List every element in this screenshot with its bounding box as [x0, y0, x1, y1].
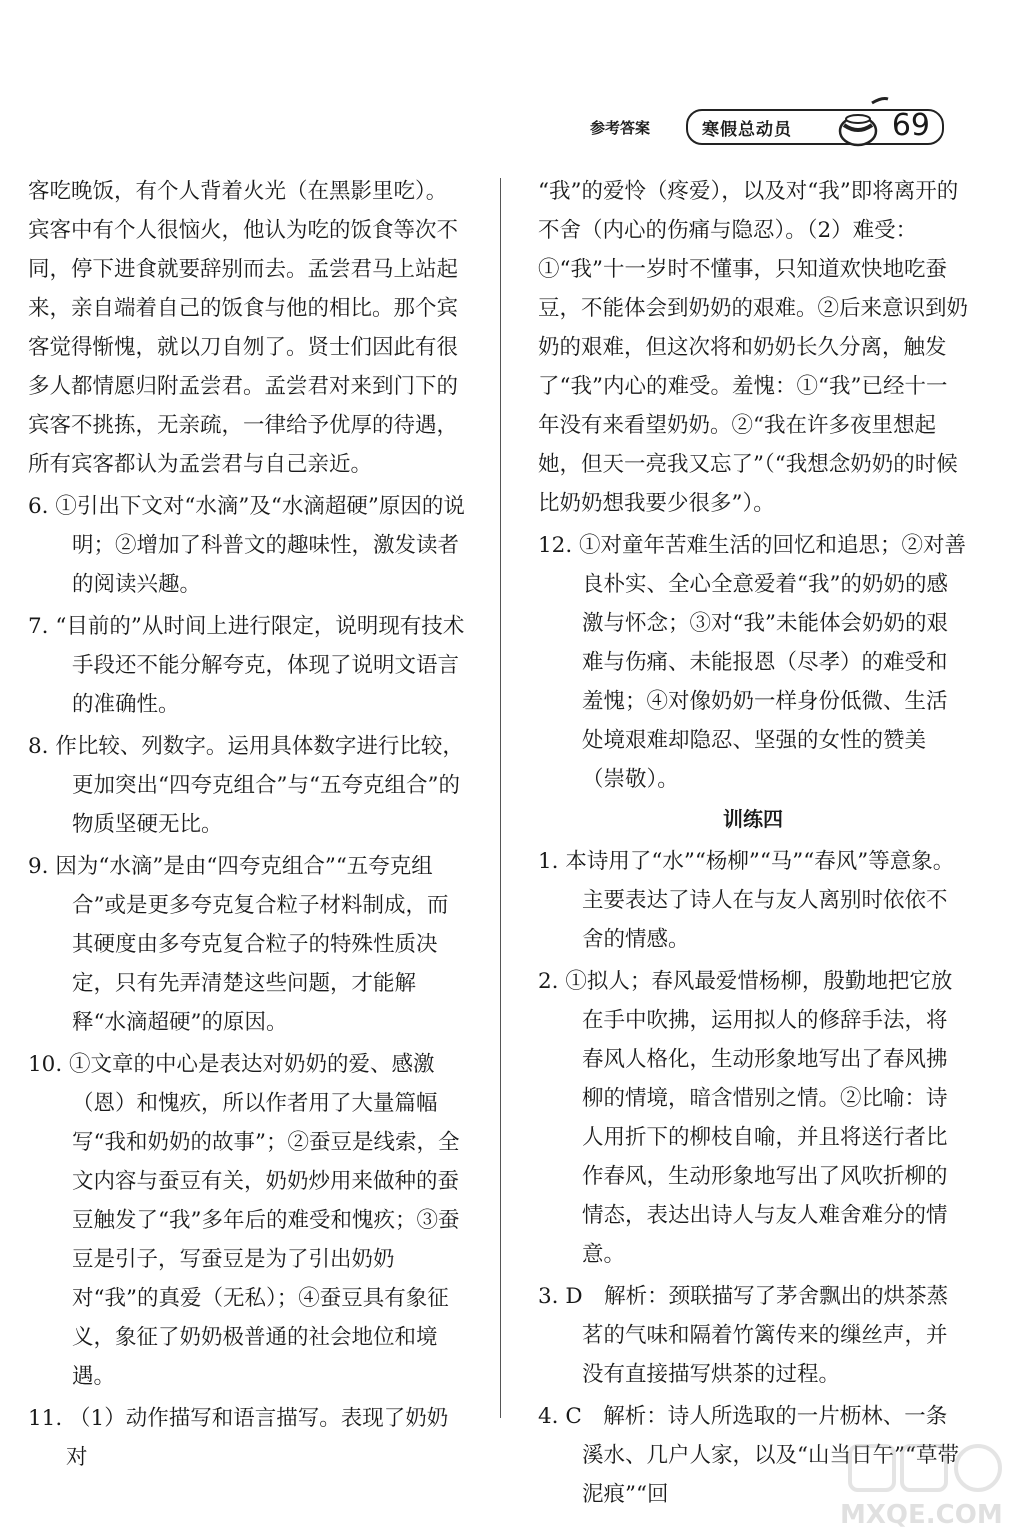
- answer-6: 6. ①引出下文对“水滴”及“水滴超硬”原因的说明；②增加了科普文的趣味性，激发读者的阅读兴趣。: [28, 494, 465, 597]
- poem-answer-2: 2. ①拟人；春风最爱惜杨柳，殷勤地把它放在手中吹拂，运用拟人的修辞手法，将春风人格化，生动形象地写出了春风拂柳的情境，暗含惜别之情。②比喻：诗人用折下的柳枝自喻，并且将送行者比作春风，生动形象地写出了风吹折柳的情态，表达出诗人与友人难舍难分的情意。: [538, 969, 953, 1267]
- answer-12: 12. ①对童年苦难生活的回忆和追思；②对善良朴实、全心全意爱着“我”的奶奶的感激与怀念；③对“我”未能体会奶奶的艰难与伤痛、未能报恩（尽孝）的难受和羞愧；④对像奶奶一样身份低微、生活处境艰难却隐忍、坚强的女性的赞美（崇敬）。: [538, 533, 967, 792]
- poem-answer-3: 3. D 解析：颈联描写了茅舍飘出的烘茶蒸茗的气味和隔着竹篱传来的缫丝声，并没有直接描写烘茶的过程。: [538, 1284, 949, 1387]
- left-column: [28, 172, 468, 1477]
- reference-answer-label: 参考答案: [590, 119, 651, 137]
- answer-9: 9. 因为“水滴”是由“四夸克组合”“五夸克组合”或是更多夸克复合粒子材料制成，而其硬度由多夸克复合粒子的特殊性质决定，只有先弄清楚这些问题，才能解释“水滴超硬”的原因。: [28, 854, 449, 1035]
- poem-answer-4: 4. C 解析：诗人所选取的一片枥林、一条溪水、几户人家，以及“山当日午”“草带泥痕”“回: [538, 1404, 959, 1507]
- answer-10: 10. ①文章的中心是表达对奶奶的爱、感激（恩）和愧疚，所以作者用了大量篇幅写“我和奶奶的故事”；②蚕豆是线索，全文内容与蚕豆有关，奶奶炒用来做种的蚕豆触发了“我”多年后的难受和愧疚；③蚕豆是引子，写蚕豆是为了引出奶奶对“我”的真爱（无私）；④蚕豆具有象征义，象征了奶奶极普通的社会地位和境遇。: [28, 1052, 460, 1389]
- page-number: 69: [891, 108, 930, 143]
- watermark-logo-icon: [840, 1440, 1010, 1500]
- watermark: [840, 1440, 1010, 1530]
- answer-7: 7. “目前的”从时间上进行限定，说明现有技术手段还不能分解夸克，体现了说明文语言的准确性。: [28, 614, 465, 717]
- page-header: [590, 95, 960, 165]
- brand-pill: [686, 109, 944, 145]
- continued-paragraph: 客吃晚饭，有个人背着火光（在黑影里吃）。宾客中有个人很恼火，他认为吃的饭食等次不同，停下进食就要辞别而去。孟尝君马上站起来，亲自端着自己的饭食与他的相比。那个宾客觉得惭愧，就以刀自刎了。贤士们因此有很多人都情愿归附孟尝君。孟尝君对来到门下的宾客不挑拣，无亲疏，一律给予优厚的待遇，所有宾客都认为孟尝君与自己亲近。: [28, 179, 459, 477]
- brand-title: 寒假总动员: [702, 120, 792, 140]
- watermark-text: MXQE.COM: [840, 1500, 1003, 1530]
- continued-paragraph-right: “我”的爱怜（疼爱），以及对“我”即将离开的不舍（内心的伤痛与隐忍）。（2）难受：①“我”十一岁时不懂事，只知道欢快地吃蚕豆，不能体会到奶奶的艰难。②后来意识到奶奶的艰难，但这次将和奶奶长久分离，触发了“我”内心的难受。羞愧：①“我”已经十一年没有来看望奶奶。②“我在许多夜里想起她，但天一亮我又忘了”（“我想念奶奶的时候比奶奶想我要少很多”）。: [538, 179, 969, 516]
- poem-answer-1: 1. 本诗用了“水”“杨柳”“马”“春风”等意象。主要表达了诗人在与友人离别时依依不舍的情感。: [538, 849, 955, 952]
- section-title: 训练四: [723, 807, 783, 831]
- column-divider: [500, 178, 501, 1418]
- answer-11: 11. （1）动作描写和语言描写。表现了奶奶对: [28, 1406, 449, 1470]
- teapot-icon: [830, 95, 890, 151]
- right-column: [538, 172, 968, 1514]
- answer-8: 8. 作比较、列数字。运用具体数字进行比较，更加突出“四夸克组合”与“五夸克组合”的物质坚硬无比。: [28, 734, 464, 837]
